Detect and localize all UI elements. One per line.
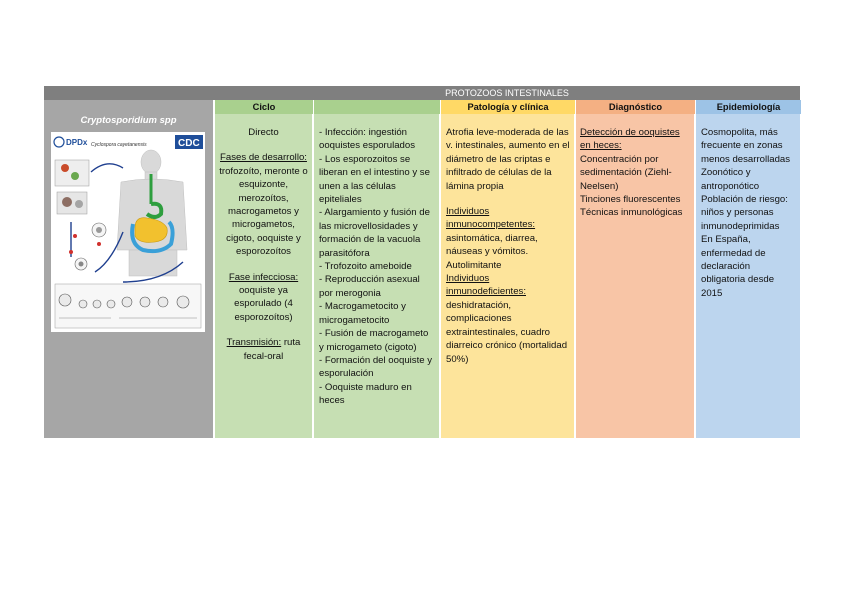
protozoa-table (44, 86, 800, 438)
life-cycle-figure (51, 132, 205, 332)
list-item: Concentración por sedimentación (Ziehl-Neelsen) (580, 153, 672, 192)
ciclo-cell (214, 114, 312, 438)
list-item: Técnicas inmunológicas (580, 207, 683, 219)
list-item: - Alargamiento y fusión de las microvellosidades y formación de la vacuola parasitófora (319, 207, 430, 259)
organism-name: Cryptosporidium spp (80, 115, 177, 126)
list-item: Tinciones fluorescentes (580, 194, 681, 206)
diagnostico-cell (575, 114, 694, 438)
transmission-line (218, 336, 309, 363)
immunodeficient-label: Individuos inmunodeficientes: (446, 273, 526, 298)
organism-cell (44, 114, 213, 438)
figure-caption: Cyclospora cayetanensis (91, 142, 147, 148)
cdc-logo-text: CDC (178, 138, 200, 149)
cycle-type: Directo (248, 127, 279, 138)
detection-label: Detección de ooquistes en heces: (580, 127, 680, 152)
dpdx-logo-text: DPDx (66, 138, 88, 147)
list-item: - Reproducción asexual por merogonia (319, 274, 420, 299)
immunocompetent-label: Individuos inmunocompetentes: (446, 206, 536, 231)
immunodeficient-text: deshidratación, complicaciones extraintestinales, cuadro diarreico crónico (mortalidad 50%) (446, 299, 568, 365)
list-item: - Macrogametocito y microgametocito (319, 301, 406, 326)
ciclo-steps-cell (313, 114, 439, 438)
phases-text: trofozoíto, meronte o esquizonte, merozoítos, macrogametos y microgametos, cigoto, ooquiste y esporozoítos (219, 165, 308, 258)
header-ciclo-steps (313, 100, 440, 114)
header-ciclo: Ciclo (214, 100, 313, 114)
list-item: - Trofozoito ameboide (319, 261, 412, 273)
phases-label: Fases de desarrollo: (220, 152, 307, 164)
patologia-cell (440, 114, 574, 438)
list-item: Zoonótico y antroponótico (701, 167, 760, 192)
transmission-text: ruta fecal-oral (243, 337, 301, 362)
list-item: En España, enfermedad de declaración obligatoria desde 2015 (701, 234, 775, 299)
header-diagnostico: Diagnóstico (575, 100, 695, 114)
list-item: - Infección: ingestión ooquistes esporulados (319, 127, 416, 152)
pathology-intro: Atrofia leve-moderada de las v. intestinales, aumento en el diámetro de las criptas e infiltrado de células de la lámina propia (446, 127, 570, 192)
epidemiologia-cell (695, 114, 800, 438)
table-title: PROTOZOOS INTESTINALES (445, 88, 569, 98)
list-item: - Formación del ooquiste y esporulación (319, 354, 433, 380)
infective-phase-label: Fase infecciosa: (228, 271, 299, 283)
list-item: Cosmopolita, más frecuente en zonas menos desarrolladas (701, 127, 791, 165)
table-title-bar (44, 86, 800, 100)
list-item: - Los esporozoitos se liberan en el intestino y se unen a las células epiteliales (319, 153, 430, 206)
list-item: - Ooquiste maduro en heces (319, 381, 412, 407)
infective-phase-text: ooquiste ya esporulado (4 esporozoítos) (234, 285, 293, 323)
immunocompetent-text: asintomática, diarrea, náuseas y vómitos. Autolimitante (446, 232, 538, 271)
header-epidemiologia: Epidemiología (695, 100, 801, 114)
life-cycle-diagram (51, 132, 205, 332)
header-organism (44, 100, 213, 114)
transmission-label: Transmisión: (226, 337, 282, 349)
list-item: Población de riesgo: niños y personas inmunodeprimidas (701, 194, 788, 232)
header-patologia: Patología y clínica (440, 100, 575, 114)
list-item: - Fusión de macrogameto y microgameto (cigoto) (319, 328, 429, 353)
